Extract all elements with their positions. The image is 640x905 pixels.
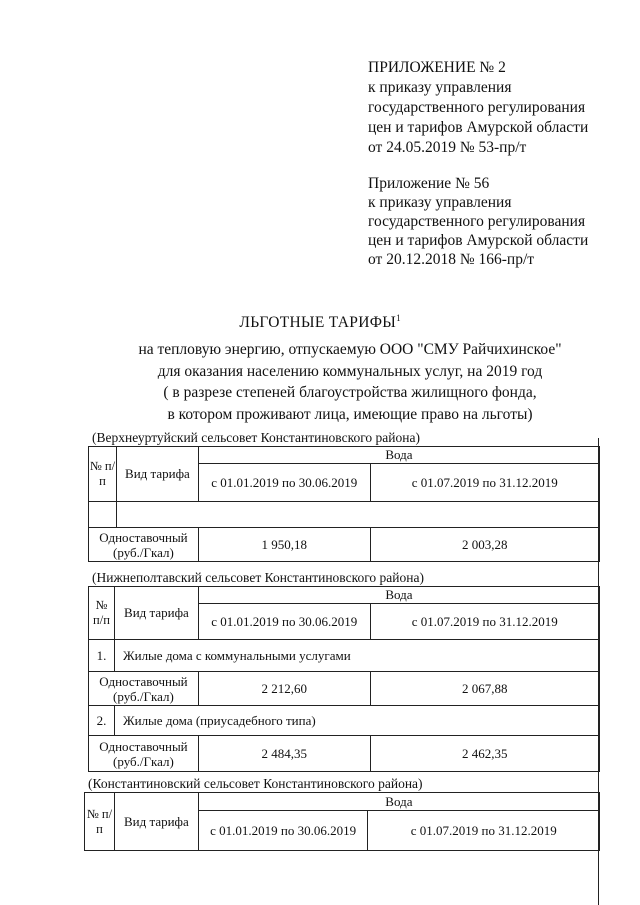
group-label: Жилые дома (приусадебного типа) [114,706,599,736]
tariff-table-2 [88,586,600,772]
tariff-table-3 [84,792,600,851]
header-line: к приказу управления [368,194,512,211]
tariff-value: 2 212,60 [198,672,370,706]
tariff-value: 2 484,35 [198,736,370,772]
subtitle-line: ( в разрезе степеней благоустройства жилищного фонда, [163,384,537,401]
group-num: 2. [89,706,115,736]
section-caption: (Верхнеуртуйский сельсовет Константиновского района) [92,430,420,445]
document-title [0,312,640,334]
single-rate-label [89,672,199,706]
appendix-header [368,58,588,158]
tariff-value: 2 003,28 [370,528,599,562]
col-num-header: № п/п [85,793,115,851]
subtitle-line: для оказания населению коммунальных услуг, на 2019 год [157,362,543,380]
subtitle-line: в котором проживают лица, имеющие право на льготы) [167,405,533,423]
title-text: ЛЬГОТНЫЕ ТАРИФЫ [239,314,397,331]
section-caption: (Константиновский сельсовет Константиновского района) [88,776,423,791]
single-rate-line2: (руб./Гкал) [113,544,174,560]
header-line: Приложение № 56 [368,175,490,192]
tariff-value: 2 462,35 [370,736,599,772]
col-tariff-header: Вид тарифа [116,447,198,502]
period-2-header: с 01.07.2019 по 31.12.2019 [370,464,599,502]
single-rate-label [89,528,199,562]
header-line: к приказу управления [368,79,512,96]
col-num-header: № п/п [89,587,115,640]
single-rate-line2: (руб./Гкал) [113,753,174,769]
header-line: от 24.05.2019 № 53-пр/т [368,139,527,156]
period-1-header: с 01.01.2019 по 30.06.2019 [198,604,370,640]
empty-group-label [116,502,599,528]
section-caption: (Нижнеполтавский сельсовет Константиновского района) [92,570,424,585]
single-rate-label [89,736,199,772]
period-1-header: с 01.01.2019 по 30.06.2019 [198,464,370,502]
tariff-table-1 [88,446,600,562]
subtitle-line: на тепловую энергию, отпускаемую ООО "СМУ Райчихинское" [138,341,562,358]
empty-group-num [89,502,117,528]
single-rate-line2: (руб./Гкал) [113,688,174,704]
period-2-header: с 01.07.2019 по 31.12.2019 [368,811,600,851]
header-line: государственного регулирования [368,213,586,230]
col-water-header: Вода [198,587,599,604]
col-water-header: Вода [198,793,599,811]
header-line: цен и тарифов Амурской области [368,232,589,249]
header-line: от 20.12.2018 № 166-пр/т [368,251,535,268]
single-rate-line1: Одноставочный [99,738,188,754]
tariff-value: 2 067,88 [370,672,599,706]
header-line: ПРИЛОЖЕНИЕ № 2 [368,59,506,76]
period-1-header: с 01.01.2019 по 30.06.2019 [198,811,368,851]
col-water-header: Вода [198,447,599,464]
single-rate-line1: Одноставочный [99,529,188,545]
col-num-header: № п/п [89,447,117,502]
col-tariff-header: Вид тарифа [114,793,198,851]
period-2-header: с 01.07.2019 по 31.12.2019 [370,604,599,640]
document-subtitle [0,339,640,425]
footnote-mark: 1 [396,312,401,323]
col-tariff-header: Вид тарифа [114,587,198,640]
group-num: 1. [89,640,115,672]
single-rate-line1: Одноставочный [99,673,188,689]
appendix-header-2 [368,174,588,269]
header-line: цен и тарифов Амурской области [368,119,589,136]
tariff-value: 1 950,18 [198,528,370,562]
header-line: государственного регулирования [368,99,586,116]
group-label: Жилые дома с коммунальными услугами [114,640,599,672]
